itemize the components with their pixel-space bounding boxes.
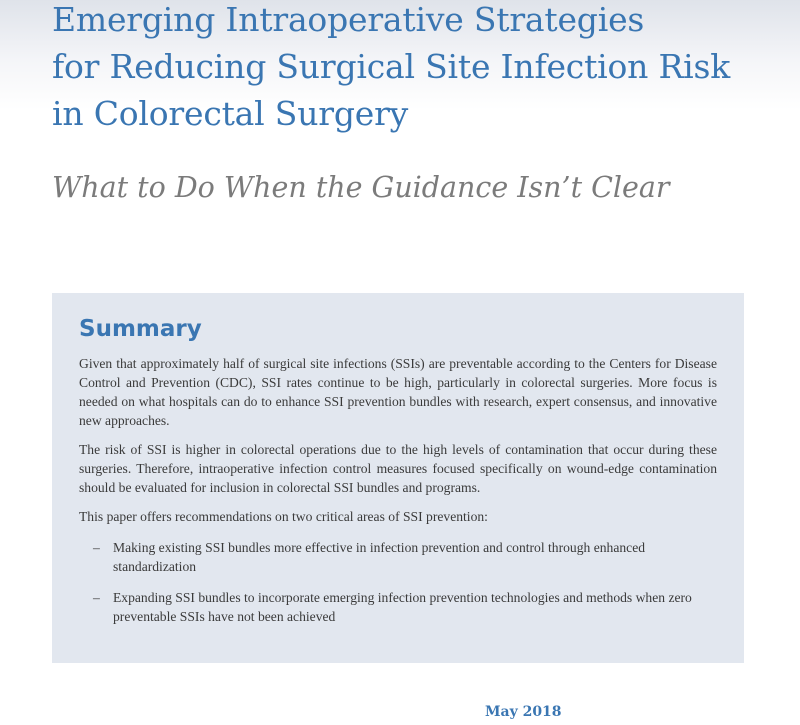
list-item [93, 538, 717, 576]
dash-marker: – [93, 590, 100, 605]
summary-paragraph-1: Given that approximately half of surgical site infections (SSIs) are preventable according to the Centers for Disease Control and Prevention (CDC), SSI rates continue to be high, particularly in colorectal surgeries. More focus is needed on what hospitals can do to enhance SSI prevention bundles with research, expert consensus, and innovative new approaches. [79, 356, 717, 428]
title-line-2: for Reducing Surgical Site Infection Risk [52, 47, 731, 86]
summary-box [52, 293, 744, 663]
recommendations-list [79, 538, 717, 626]
title-line-3: in Colorectal Surgery [52, 94, 409, 133]
document-subtitle: What to Do When the Guidance Isn’t Clear [52, 171, 670, 204]
publication-date: May 2018 [485, 704, 562, 720]
list-item-text: Making existing SSI bundles more effective in infection prevention and control through enhanced standardization [113, 540, 646, 574]
document-title [52, 0, 772, 137]
title-line-1: Emerging Intraoperative Strategies [52, 0, 645, 39]
summary-paragraph-2: The risk of SSI is higher in colorectal operations due to the high levels of contamination that occur during these surgeries. Therefore, intraoperative infection control measures focused specifically on wound-edge contamination should be evaluated for inclusion in colorectal SSI bundles and programs. [79, 442, 717, 495]
summary-paragraph-3: This paper offers recommendations on two critical areas of SSI prevention: [79, 509, 488, 524]
summary-heading: Summary [79, 316, 202, 342]
list-item-text: Expanding SSI bundles to incorporate emerging infection prevention technologies and methods when zero preventable SSIs have not been achieved [113, 590, 692, 624]
list-item [93, 588, 717, 626]
dash-marker: – [93, 540, 100, 555]
